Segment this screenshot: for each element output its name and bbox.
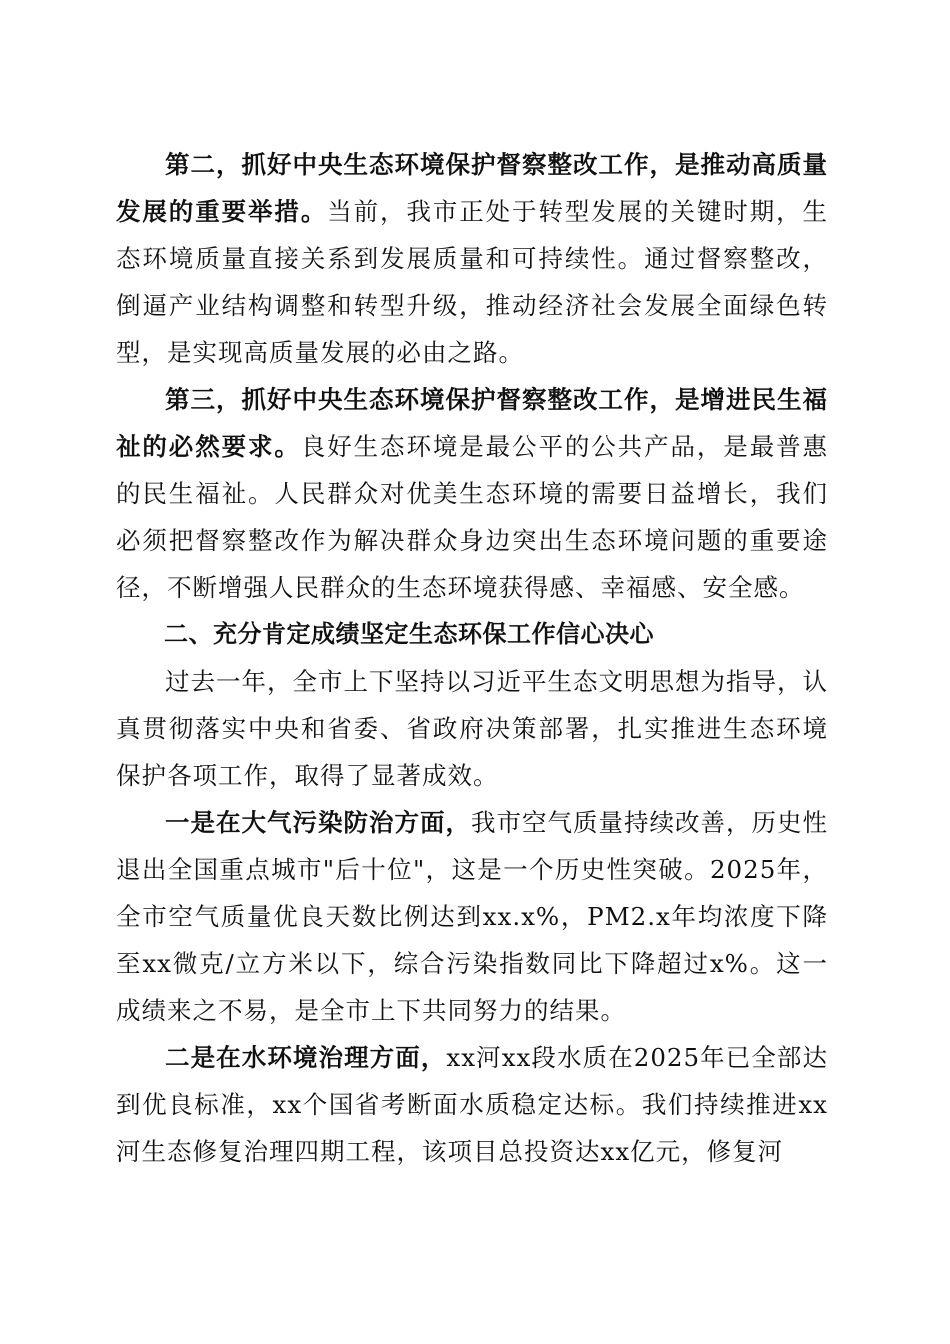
paragraph-second-point [116, 141, 828, 376]
paragraph-text: 我市空气质量持续改善，历史性退出全国重点城市"后十位"，这是一个历史性突破。2025年，全市空气质量优良天数比例达到xx.x%，PM2.x年均浓度下降至xx微克/立方米以下，综合污染指数同比下降超过x%。这一成绩来之不易，是全市上下共同努力的结果。 [116, 808, 828, 1025]
paragraph-text: 当前，我市正处于转型发展的关键时期，生态环境质量直接关系到发展质量和可持续性。通过督察整改，倒逼产业结构调整和转型升级，推动经济社会发展全面绿色转型，是实现高质量发展的必由之路。 [116, 197, 829, 367]
paragraph-air-pollution [116, 799, 828, 1034]
paragraph-text: xx河xx段水质在2025年已全部达到优良标准，xx个国省考断面水质稳定达标。我们持续推进xx河生态修复治理四期工程，该项目总投资达xx亿元，修复河 [116, 1043, 829, 1166]
paragraph-third-point [116, 376, 828, 611]
paragraph-lead: 二是在水环境治理方面， [165, 1043, 447, 1072]
paragraph-text: 良好生态环境是最公平的公共产品，是最普惠的民生福祉。人民群众对优美生态环境的需要日益增长，我们必须把督察整改作为解决群众身边突出生态环境问题的重要途径，不断增强人民群众的生态环境获得感、幸福感、安全感。 [116, 432, 828, 602]
paragraph-intro: 过去一年，全市上下坚持以习近平生态文明思想为指导，认真贯彻落实中央和省委、省政府决策部署，扎实推进生态环境保护各项工作，取得了显著成效。 [116, 667, 828, 790]
paragraph-lead: 第三，抓好中央生态环境保护督察整改工作，是增进民生福祉的必然要求。 [116, 385, 828, 461]
paragraph-lead: 一是在大气污染防治方面， [165, 808, 471, 837]
document-body [116, 141, 828, 1175]
section-heading: 二、充分肯定成绩坚定生态环保工作信心决心 [164, 620, 654, 648]
paragraph-lead: 第二，抓好中央生态环境保护督察整改工作，是推动高质量发展的重要举措。 [116, 150, 828, 226]
paragraph-water-environment [116, 1034, 828, 1175]
